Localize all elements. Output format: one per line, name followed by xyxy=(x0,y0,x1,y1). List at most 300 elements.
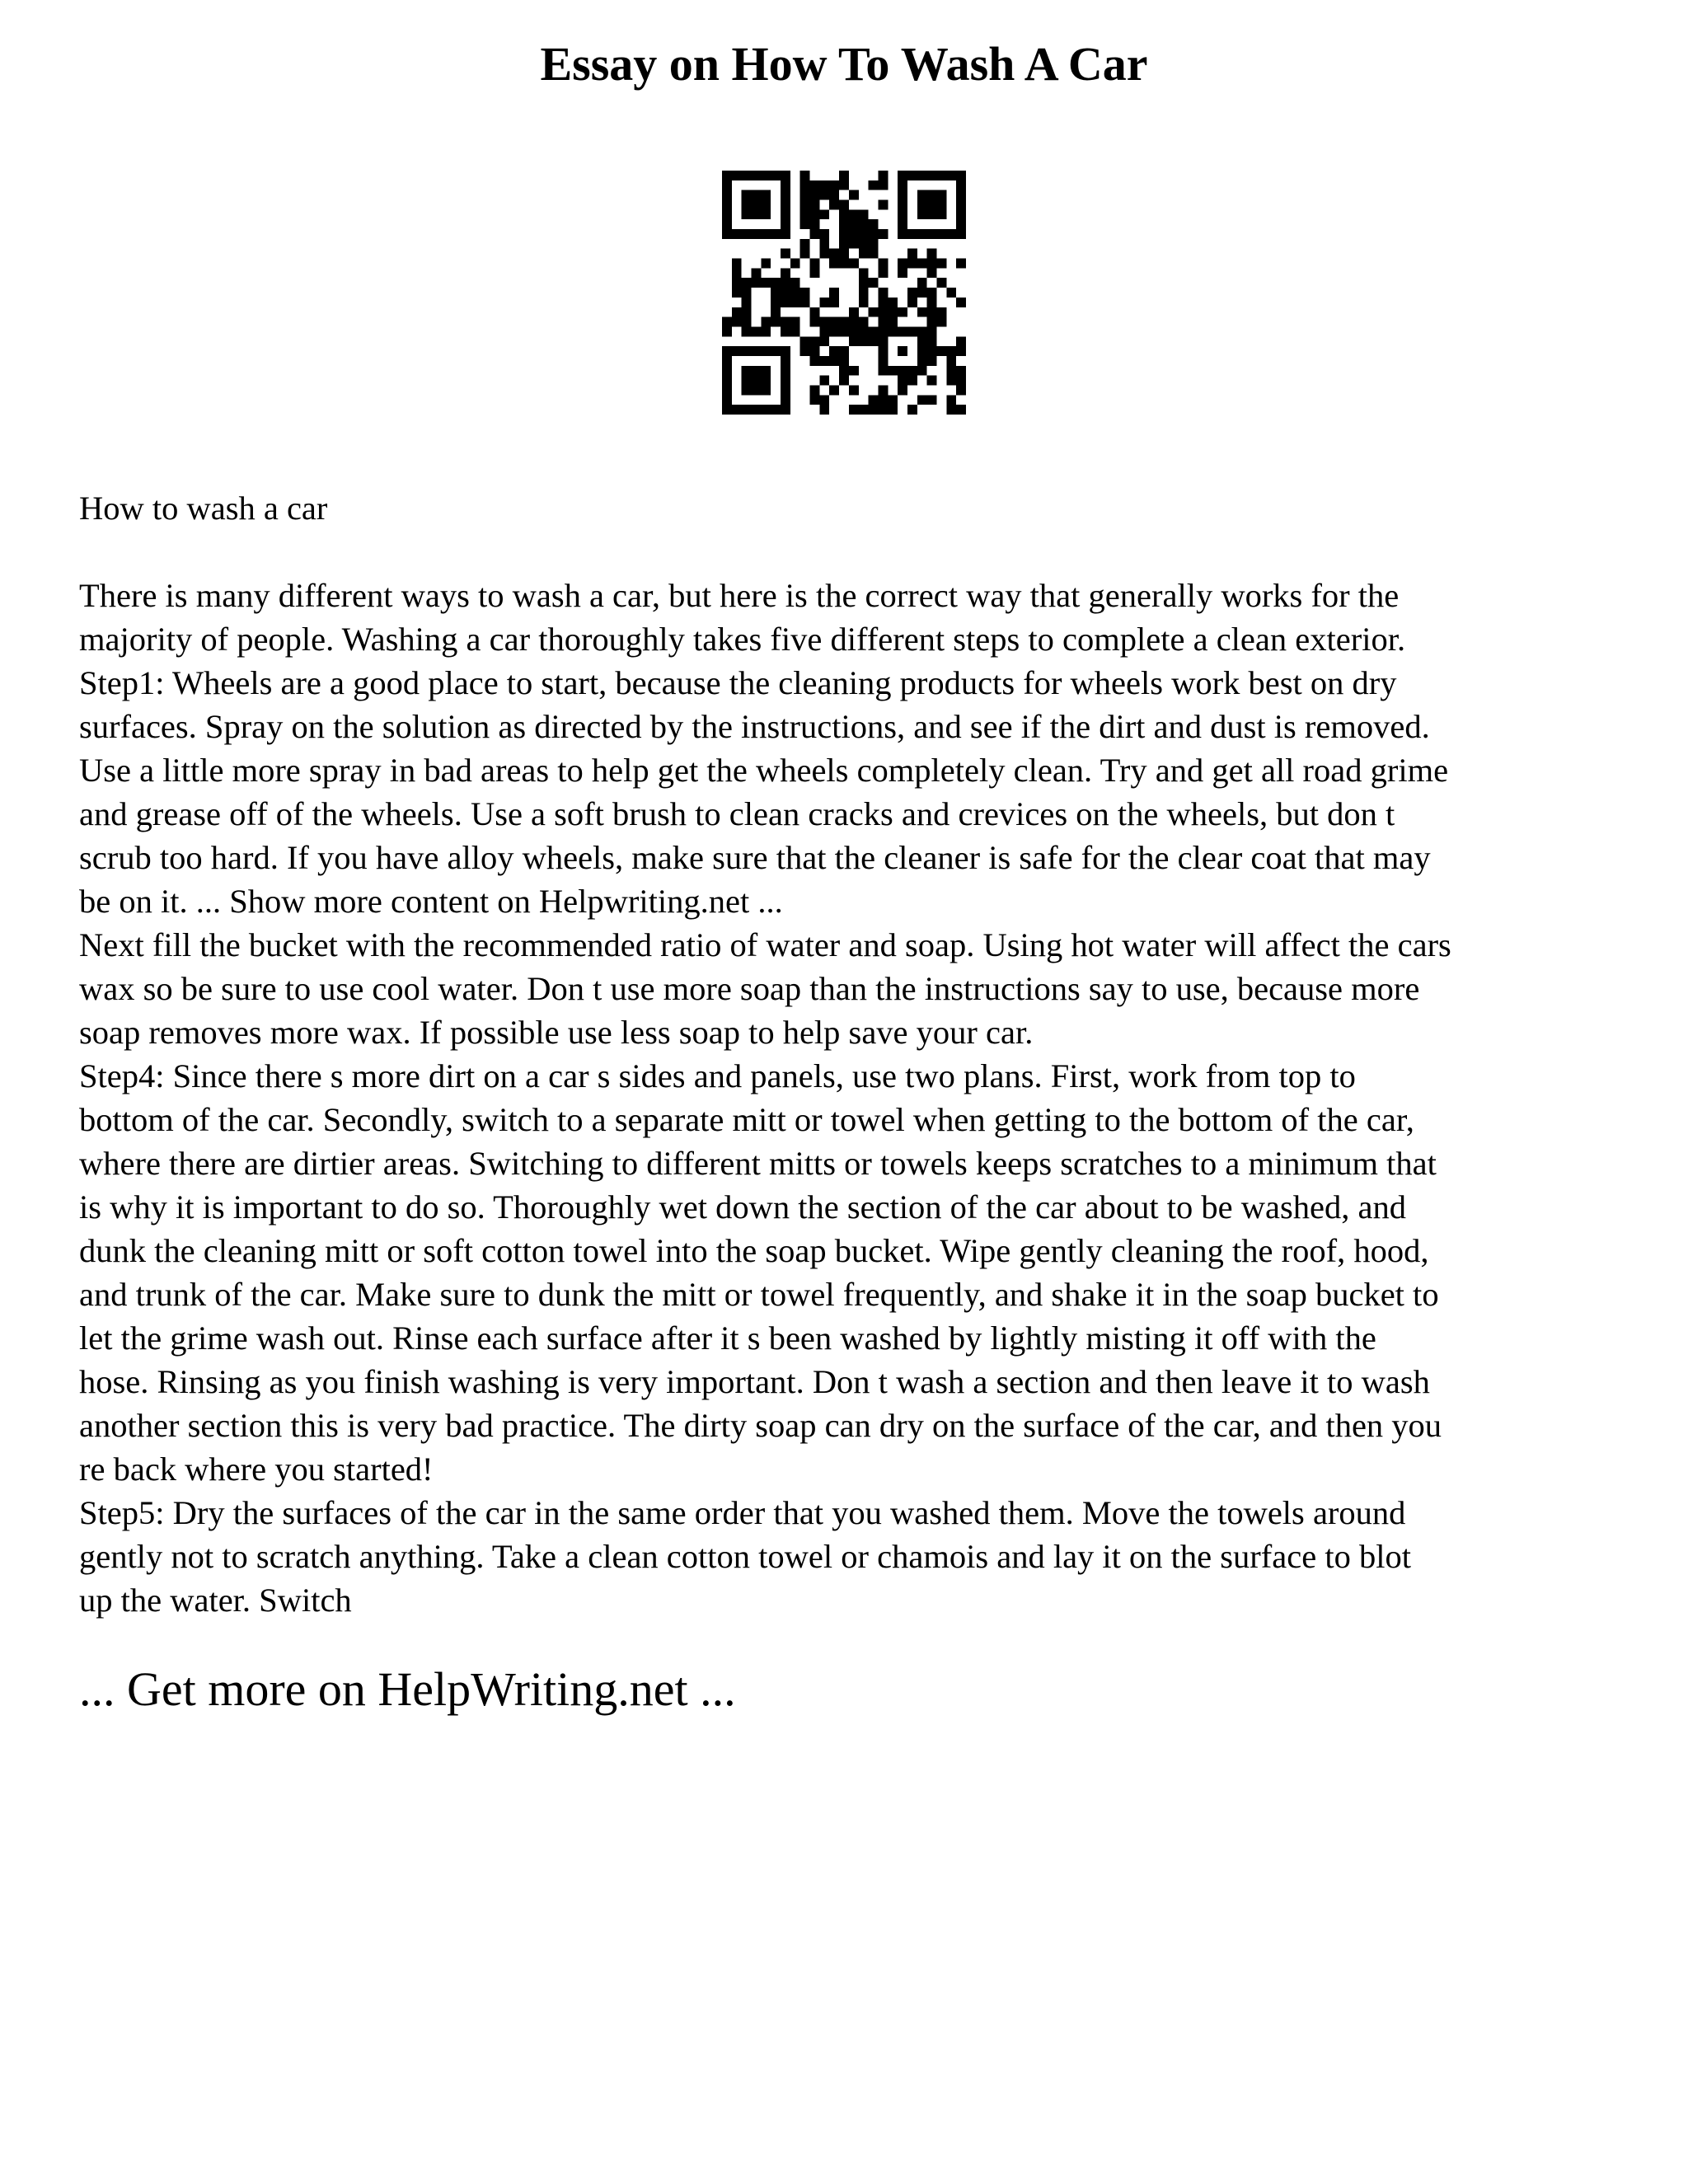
qr-module xyxy=(752,346,762,356)
qr-module xyxy=(927,200,937,210)
qr-module xyxy=(781,288,790,298)
qr-module xyxy=(722,180,732,190)
qr-module xyxy=(878,317,888,327)
qr-module xyxy=(898,200,907,210)
qr-module xyxy=(859,229,869,239)
qr-module xyxy=(771,171,781,180)
qr-module xyxy=(829,200,839,210)
qr-module xyxy=(761,190,771,200)
qr-module xyxy=(859,298,869,307)
qr-module xyxy=(869,229,879,239)
qr-module xyxy=(927,356,937,366)
qr-module xyxy=(849,209,859,219)
essay-line: Step1: Wheels are a good place to start, because the cleaning products for wheels work best on dry xyxy=(79,664,1397,701)
qr-module xyxy=(917,229,927,239)
qr-module xyxy=(898,190,907,200)
qr-module xyxy=(742,405,752,415)
qr-module xyxy=(829,180,839,190)
qr-module xyxy=(849,326,859,336)
qr-module xyxy=(752,268,762,278)
qr-module xyxy=(956,190,966,200)
qr-module xyxy=(907,405,917,415)
qr-module xyxy=(898,259,907,269)
qr-module xyxy=(742,209,752,219)
qr-module xyxy=(859,209,869,219)
qr-module xyxy=(761,200,771,210)
qr-module xyxy=(927,171,937,180)
qr-module xyxy=(917,336,927,346)
qr-module xyxy=(722,405,732,415)
qr-module xyxy=(752,326,762,336)
qr-module xyxy=(781,346,790,356)
qr-module xyxy=(761,346,771,356)
qr-module xyxy=(761,405,771,415)
qr-module xyxy=(898,171,907,180)
qr-module xyxy=(771,278,781,288)
qr-module xyxy=(927,209,937,219)
qr-module xyxy=(869,395,879,405)
qr-module xyxy=(907,298,917,307)
qr-module xyxy=(859,268,869,278)
qr-module xyxy=(810,307,820,317)
qr-module xyxy=(839,180,849,190)
qr-module xyxy=(790,326,800,336)
qr-module xyxy=(956,336,966,346)
qr-module xyxy=(839,366,849,376)
qr-module xyxy=(859,239,869,249)
qr-module xyxy=(898,385,907,395)
qr-module xyxy=(742,366,752,376)
qr-module xyxy=(839,209,849,219)
qr-module xyxy=(917,209,927,219)
qr-module xyxy=(722,376,732,386)
qr-module xyxy=(810,180,820,190)
qr-module xyxy=(781,278,790,288)
qr-module xyxy=(849,385,859,395)
qr-module xyxy=(946,171,956,180)
qr-code-graphic xyxy=(722,171,966,415)
qr-module xyxy=(790,288,800,298)
qr-module xyxy=(898,219,907,229)
qr-module xyxy=(927,190,937,200)
qr-module xyxy=(839,259,849,269)
qr-module xyxy=(771,307,781,317)
qr-module xyxy=(936,278,946,288)
qr-module xyxy=(898,326,907,336)
qr-module xyxy=(742,298,752,307)
qr-module xyxy=(781,376,790,386)
qr-module xyxy=(849,317,859,327)
qr-module xyxy=(878,366,888,376)
qr-module xyxy=(927,336,937,346)
qr-module xyxy=(761,376,771,386)
qr-module xyxy=(878,326,888,336)
qr-module xyxy=(839,326,849,336)
qr-module xyxy=(839,376,849,386)
qr-module xyxy=(781,298,790,307)
qr-module xyxy=(732,288,742,298)
qr-module xyxy=(732,307,742,317)
essay-line: soap removes more wax. If possible use less soap to help save your car. xyxy=(79,1014,1034,1051)
qr-module xyxy=(722,317,732,327)
essay-line: is why it is important to do so. Thoroughly wet down the section of the car about to be washed, and xyxy=(79,1188,1406,1226)
qr-module xyxy=(722,366,732,376)
qr-module xyxy=(859,278,869,288)
qr-module xyxy=(878,171,888,180)
qr-module xyxy=(839,317,849,327)
essay-line: surfaces. Spray on the solution as directed by the instructions, and see if the dirt and dust is removed. xyxy=(79,708,1430,745)
qr-module xyxy=(742,376,752,386)
qr-module xyxy=(878,229,888,239)
qr-module xyxy=(732,317,742,327)
qr-module xyxy=(722,346,732,356)
qr-module xyxy=(781,229,790,239)
get-more-link[interactable]: ... Get more on HelpWriting.net ... xyxy=(79,1662,736,1716)
essay-paragraphs xyxy=(79,574,1629,1622)
qr-code-icon[interactable] xyxy=(722,171,966,415)
qr-module xyxy=(771,288,781,298)
qr-module xyxy=(810,268,820,278)
qr-module xyxy=(732,346,742,356)
qr-module xyxy=(927,298,937,307)
qr-module xyxy=(917,326,927,336)
qr-module xyxy=(907,171,917,180)
qr-module xyxy=(742,200,752,210)
qr-module xyxy=(810,356,820,366)
qr-module xyxy=(869,405,879,415)
qr-module xyxy=(917,278,927,288)
qr-module xyxy=(936,307,946,317)
qr-module xyxy=(917,356,927,366)
qr-module xyxy=(849,239,859,249)
qr-module xyxy=(781,317,790,327)
qr-module xyxy=(781,385,790,395)
qr-module xyxy=(761,171,771,180)
qr-module xyxy=(936,171,946,180)
qr-module xyxy=(936,229,946,239)
qr-module xyxy=(849,307,859,317)
qr-module xyxy=(888,405,898,415)
qr-module xyxy=(849,190,859,200)
qr-module xyxy=(878,336,888,346)
qr-module xyxy=(839,219,849,229)
qr-module xyxy=(907,326,917,336)
qr-module xyxy=(839,239,849,249)
qr-module xyxy=(898,366,907,376)
qr-module xyxy=(946,346,956,356)
qr-module xyxy=(732,259,742,269)
qr-module xyxy=(761,259,771,269)
qr-module xyxy=(956,219,966,229)
qr-module xyxy=(829,288,839,298)
qr-module xyxy=(781,268,790,278)
essay-title: Essay on How To Wash A Car xyxy=(540,37,1148,91)
qr-module xyxy=(956,259,966,269)
qr-module xyxy=(878,200,888,210)
essay-line: gently not to scratch anything. Take a clean cotton towel or chamois and lay it on the surface to blot xyxy=(79,1538,1411,1575)
qr-module xyxy=(742,278,752,288)
qr-module xyxy=(829,326,839,336)
essay-line: bottom of the car. Secondly, switch to a separate mitt or towel when getting to the bottom of the car, xyxy=(79,1101,1414,1138)
qr-module xyxy=(819,376,829,386)
qr-module xyxy=(722,356,732,366)
qr-module xyxy=(927,346,937,356)
qr-module xyxy=(732,268,742,278)
qr-module xyxy=(752,376,762,386)
qr-module xyxy=(898,346,907,356)
qr-module xyxy=(839,249,849,259)
essay-line: hose. Rinsing as you finish washing is very important. Don t wash a section and then leave it to wash xyxy=(79,1363,1430,1400)
qr-module xyxy=(888,395,898,405)
qr-module xyxy=(819,326,829,336)
qr-module xyxy=(752,209,762,219)
qr-module xyxy=(722,209,732,219)
qr-module xyxy=(898,209,907,219)
qr-module xyxy=(781,180,790,190)
qr-module xyxy=(927,395,937,405)
qr-module xyxy=(800,336,810,346)
qr-module xyxy=(898,229,907,239)
qr-module xyxy=(722,326,732,336)
qr-module xyxy=(771,298,781,307)
qr-module xyxy=(800,219,810,229)
qr-module xyxy=(781,405,790,415)
qr-module xyxy=(907,376,917,386)
qr-module xyxy=(752,190,762,200)
qr-module xyxy=(810,209,820,219)
essay-line: another section this is very bad practice. The dirty soap can dry on the surface of the car, and then you xyxy=(79,1407,1442,1444)
essay-line: Use a little more spray in bad areas to help get the wheels completely clean. Try and get all road grime xyxy=(79,752,1449,789)
qr-module xyxy=(859,317,869,327)
qr-module xyxy=(800,180,810,190)
qr-module xyxy=(810,190,820,200)
qr-module xyxy=(927,376,937,386)
qr-module xyxy=(722,219,732,229)
qr-module xyxy=(742,346,752,356)
essay-line: up the water. Switch xyxy=(79,1582,352,1619)
qr-module xyxy=(878,385,888,395)
qr-module xyxy=(742,171,752,180)
qr-module xyxy=(936,209,946,219)
qr-module xyxy=(839,356,849,366)
qr-module xyxy=(800,209,810,219)
qr-module xyxy=(898,307,907,317)
qr-module xyxy=(936,200,946,210)
qr-module xyxy=(907,229,917,239)
qr-module xyxy=(869,219,879,229)
qr-module xyxy=(722,395,732,405)
qr-module xyxy=(927,326,937,336)
qr-module xyxy=(722,385,732,395)
qr-module xyxy=(781,209,790,219)
essay-line: and trunk of the car. Make sure to dunk the mitt or towel frequently, and shake it in the soap bucket to xyxy=(79,1276,1439,1313)
essay-line: and grease off of the wheels. Use a soft brush to clean cracks and crevices on the wheels, but don t xyxy=(79,795,1395,832)
qr-module xyxy=(878,346,888,356)
qr-module xyxy=(819,180,829,190)
qr-module xyxy=(771,229,781,239)
qr-module xyxy=(819,239,829,249)
qr-module xyxy=(869,249,879,259)
qr-module xyxy=(810,229,820,239)
qr-module xyxy=(956,376,966,386)
qr-module xyxy=(781,356,790,366)
qr-module xyxy=(927,288,937,298)
qr-module xyxy=(878,259,888,269)
qr-module xyxy=(781,200,790,210)
qr-module xyxy=(722,171,732,180)
qr-module xyxy=(752,229,762,239)
qr-module xyxy=(819,336,829,346)
qr-module xyxy=(917,346,927,356)
qr-module xyxy=(761,229,771,239)
qr-module xyxy=(927,317,937,327)
qr-module xyxy=(927,249,937,259)
qr-module xyxy=(956,366,966,376)
qr-module xyxy=(869,336,879,346)
qr-module xyxy=(878,288,888,298)
qr-module xyxy=(936,346,946,356)
qr-module xyxy=(936,259,946,269)
qr-module xyxy=(859,336,869,346)
essay-line: re back where you started! xyxy=(79,1451,434,1488)
qr-module xyxy=(771,317,781,327)
qr-module xyxy=(819,229,829,239)
qr-module xyxy=(742,307,752,317)
qr-module xyxy=(917,190,927,200)
qr-module xyxy=(829,346,839,356)
qr-module xyxy=(752,385,762,395)
qr-module xyxy=(946,229,956,239)
qr-module xyxy=(819,395,829,405)
qr-module xyxy=(907,288,917,298)
qr-module xyxy=(859,249,869,259)
qr-module xyxy=(790,317,800,327)
qr-module xyxy=(761,366,771,376)
qr-module xyxy=(946,376,956,386)
qr-module xyxy=(810,385,820,395)
qr-module xyxy=(829,190,839,200)
qr-module xyxy=(781,366,790,376)
qr-module xyxy=(819,249,829,259)
qr-module xyxy=(819,209,829,219)
qr-module xyxy=(810,395,820,405)
qr-module xyxy=(849,219,859,229)
qr-module xyxy=(819,298,829,307)
qr-module xyxy=(732,405,742,415)
qr-module xyxy=(742,385,752,395)
qr-module xyxy=(810,259,820,269)
qr-module xyxy=(829,259,839,269)
qr-module xyxy=(829,298,839,307)
qr-module xyxy=(810,200,820,210)
show-more-link[interactable]: be on it. ... Show more content on Helpwriting.net ... xyxy=(79,883,783,920)
qr-module xyxy=(927,268,937,278)
qr-module xyxy=(800,200,810,210)
essay-line: majority of people. Washing a car thoroughly takes five different steps to complete a clean exterior. xyxy=(79,621,1406,658)
essay-line: dunk the cleaning mitt or soft cotton towel into the soap bucket. Wipe gently cleaning the roof, hood, xyxy=(79,1232,1429,1269)
qr-module xyxy=(742,317,752,327)
qr-module xyxy=(810,219,820,229)
qr-module xyxy=(752,171,762,180)
qr-module xyxy=(849,366,859,376)
qr-module xyxy=(956,385,966,395)
essay-line: Step4: Since there s more dirt on a car s sides and panels, use two plans. First, work from top to xyxy=(79,1057,1356,1094)
qr-module xyxy=(742,288,752,298)
qr-module xyxy=(752,405,762,415)
qr-module xyxy=(927,229,937,239)
qr-module xyxy=(732,278,742,288)
qr-module xyxy=(946,395,956,405)
qr-module xyxy=(956,346,966,356)
qr-module xyxy=(878,307,888,317)
qr-module xyxy=(956,180,966,190)
qr-module xyxy=(839,171,849,180)
qr-module xyxy=(790,298,800,307)
qr-module xyxy=(742,190,752,200)
essay-line: Next fill the bucket with the recommended ratio of water and soap. Using hot water will affect the cars xyxy=(79,926,1451,963)
essay-line: where there are dirtier areas. Switching to different mitts or towels keeps scratches to a minimum that xyxy=(79,1145,1437,1182)
qr-module xyxy=(907,249,917,259)
qr-module xyxy=(956,405,966,415)
qr-module xyxy=(732,229,742,239)
qr-module xyxy=(819,356,829,366)
qr-module xyxy=(810,336,820,346)
essay-line: wax so be sure to use cool water. Don t use more soap than the instructions say to use, because more xyxy=(79,970,1420,1007)
qr-module xyxy=(771,346,781,356)
qr-module xyxy=(936,190,946,200)
qr-module xyxy=(781,190,790,200)
qr-module xyxy=(800,249,810,259)
qr-module xyxy=(722,190,732,200)
qr-module xyxy=(878,180,888,190)
qr-module xyxy=(819,190,829,200)
qr-module xyxy=(869,326,879,336)
qr-module xyxy=(761,278,771,288)
qr-module xyxy=(888,326,898,336)
qr-module xyxy=(790,278,800,288)
qr-module xyxy=(917,395,927,405)
qr-module xyxy=(810,317,820,327)
qr-module xyxy=(761,317,771,327)
qr-module xyxy=(917,259,927,269)
qr-module xyxy=(839,346,849,356)
qr-module xyxy=(849,336,859,346)
qr-module xyxy=(869,307,879,317)
essay-subtitle: How to wash a car xyxy=(79,490,328,527)
qr-module xyxy=(859,288,869,298)
qr-module xyxy=(946,356,956,366)
qr-module xyxy=(956,229,966,239)
qr-module xyxy=(907,259,917,269)
qr-module xyxy=(878,298,888,307)
qr-module xyxy=(849,229,859,239)
qr-module xyxy=(907,366,917,376)
qr-module xyxy=(732,171,742,180)
qr-module xyxy=(771,405,781,415)
qr-module xyxy=(869,239,879,249)
essay-line: Step5: Dry the surfaces of the car in the same order that you washed them. Move the towels around xyxy=(79,1494,1406,1531)
qr-module xyxy=(878,268,888,278)
qr-module xyxy=(898,180,907,190)
qr-module xyxy=(869,180,879,190)
qr-module xyxy=(927,259,937,269)
qr-module xyxy=(819,405,829,415)
qr-module xyxy=(898,376,907,386)
essay-line: scrub too hard. If you have alloy wheels, make sure that the cleaner is safe for the clear coat that may xyxy=(79,839,1431,876)
qr-module xyxy=(956,171,966,180)
qr-module xyxy=(878,405,888,415)
qr-module xyxy=(888,366,898,376)
